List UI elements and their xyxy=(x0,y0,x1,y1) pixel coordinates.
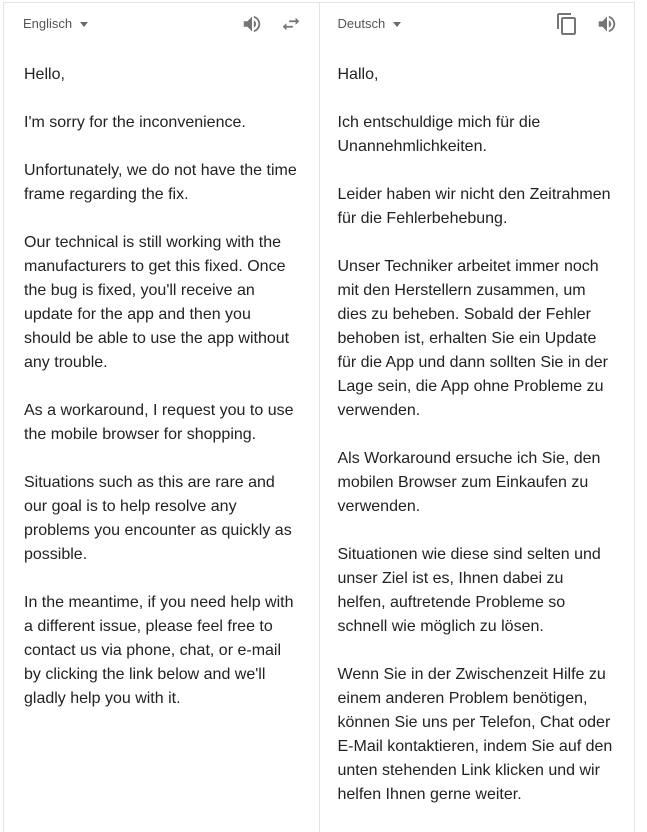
copy-icon xyxy=(555,12,579,36)
source-paragraph: Hello, xyxy=(24,66,65,83)
source-listen-button[interactable] xyxy=(239,11,265,37)
source-paragraph: Situations such as this are rare and our goal is to help resolve any problems you encounter as quickly as possible. xyxy=(24,474,292,563)
copy-translation-button[interactable] xyxy=(554,11,580,37)
target-paragraph: Leider haben wir nicht den Zeitrahmen für die Fehlerbehebung. xyxy=(337,186,611,227)
target-pane xyxy=(320,3,635,832)
target-paragraph: Hallo, xyxy=(337,66,379,83)
target-paragraph: Wenn Sie in der Zwischenzeit Hilfe zu einem anderen Problem benötigen, können Sie uns per Telefon, Chat oder E-Mail kontaktieren, indem Sie auf den unten stehenden Link klicken und wir helfen Ihnen gerne weiter. xyxy=(337,666,613,803)
target-language-select[interactable] xyxy=(338,16,402,31)
target-paragraph: Situationen wie diese sind selten und unser Ziel ist es, Ihnen dabei zu helfen, auftretende Probleme so schnell wie möglich zu lösen. xyxy=(337,546,601,635)
source-language-select[interactable] xyxy=(23,16,88,31)
swap-languages-button[interactable] xyxy=(278,11,304,37)
translator-panel xyxy=(3,2,635,832)
target-paragraph: Ich entschuldige mich für die Unannehmlichkeiten. xyxy=(337,114,541,155)
speaker-icon xyxy=(241,13,263,35)
source-pane xyxy=(4,3,320,832)
source-language-label: Englisch xyxy=(23,16,73,31)
speaker-icon xyxy=(596,13,618,35)
source-paragraph: Our technical is still working with the manufacturers to get this fixed. Once the bug is fixed, you'll receive an update for the app and then you should be able to use the app without any trouble. xyxy=(24,234,290,371)
source-paragraph: As a workaround, I request you to use the mobile browser for shopping. xyxy=(24,402,294,443)
target-paragraph: Unser Techniker arbeitet immer noch mit den Herstellern zusammen, um dies zu beheben. Sobald der Fehler behoben ist, erhalten Sie ein Update für die App und dann sollten Sie in der Lage sein, die App ohne Probleme zu verwenden. xyxy=(337,258,608,419)
source-paragraph: In the meantime, if you need help with a different issue, please feel free to contact us via phone, chat, or e-mail by clicking the link below and we'll gladly help you with it. xyxy=(24,594,294,707)
target-paragraph: Als Workaround ersuche ich Sie, den mobilen Browser zum Einkaufen zu verwenden. xyxy=(337,450,601,515)
target-language-label: Deutsch xyxy=(337,16,386,31)
source-paragraph: Unfortunately, we do not have the time frame regarding the fix. xyxy=(24,162,297,203)
source-paragraph: I'm sorry for the inconvenience. xyxy=(24,114,246,131)
source-toolbar xyxy=(4,3,319,47)
target-toolbar xyxy=(320,3,635,47)
target-text[interactable] xyxy=(338,63,624,831)
swap-arrows-icon xyxy=(280,13,302,35)
caret-down-icon xyxy=(393,22,401,27)
target-listen-button[interactable] xyxy=(594,11,620,37)
caret-down-icon xyxy=(80,22,88,27)
source-text[interactable] xyxy=(24,63,306,735)
